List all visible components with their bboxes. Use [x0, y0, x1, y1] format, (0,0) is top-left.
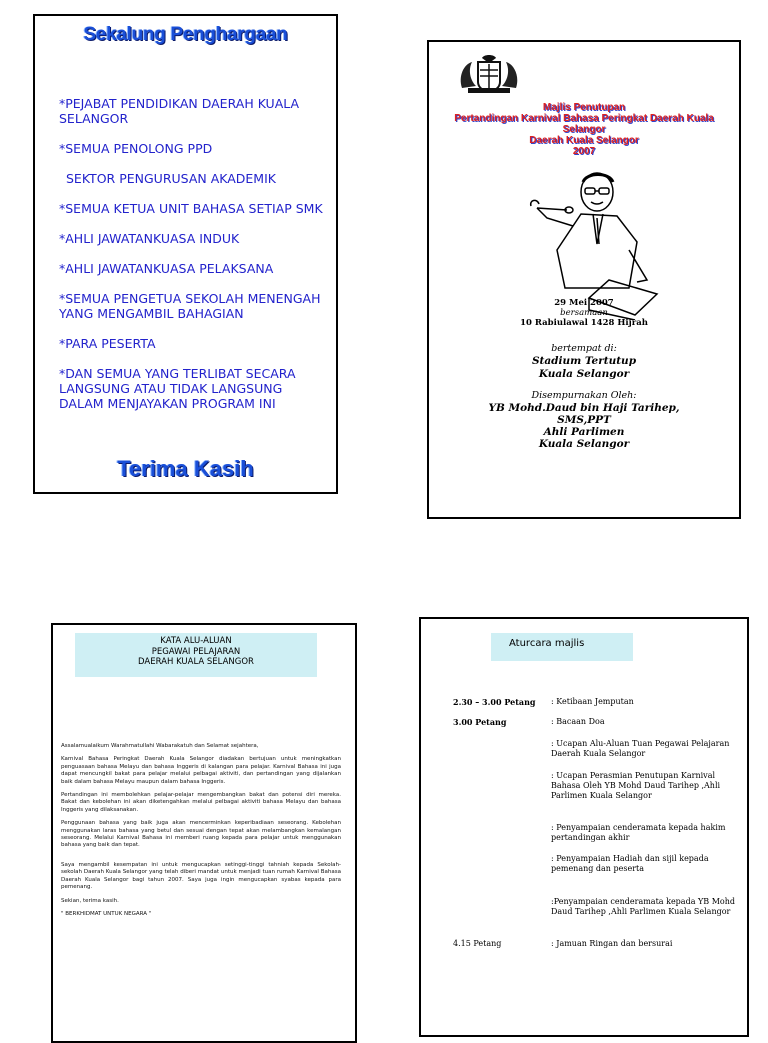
welcome-speech-header: KATA ALU-ALUAN PEGAWAI PELAJARAN DAERAH KUALA SELANGOR	[75, 633, 317, 677]
acknowledgement-title: Sekalung Penghargaan	[83, 24, 288, 45]
list-item: *SEMUA KETUA UNIT BAHASA SETIAP SMK	[59, 201, 323, 216]
malaysia-crest-icon	[454, 54, 524, 94]
list-item: *SEMUA PENGETUA SEKOLAH MENENGAH YANG MENGAMBIL BAHAGIAN	[59, 291, 321, 321]
programme-panel: Aturcara majlis 2.30 – 3.00 Petang : Ketibaan Jemputan 3.00 Petang : Bacaan Doa : Ucapan Alu-Aluan Tuan Pegawai Pelajaran Daerah Kuala Selangor : Ucapan Perasmian Penutupan Karnival Bahasa Oleh YB Mohd Daud Tarihep ,Ahli Parlimen Kuala Selangor : Penyampaian cenderamata kepada hakim pertandingan akhir : Penyampaian Hadiah dan sijil kepada pemenang dan peserta :Penyampaian cenderamata kepada YB Mohd Daud Tarihep ,Ahli Parlimen Kuala Selangor 4.15 Petang : Jamuan Ringan dan bersurai	[419, 617, 749, 1037]
cover-panel	[427, 40, 741, 519]
event-title: Majlis Penutupan Pertandingan Karnival Bahasa Peringkat Daerah Kuala Selangor Daerah Kuala Selangor 2007	[454, 102, 714, 157]
welcome-speech-body	[61, 743, 341, 924]
welcome-speech-panel	[51, 623, 357, 1043]
list-item: *PEJABAT PENDIDIKAN DAERAH KUALA SELANGOR	[59, 96, 300, 126]
list-item: *SEMUA PENOLONG PPD	[59, 141, 213, 156]
signoff: " BERKHIDMAT UNTUK NEGARA "	[61, 910, 152, 917]
acknowledgement-list	[59, 96, 329, 426]
thank-you-text: Terima Kasih	[117, 456, 254, 481]
list-item: *DAN SEMUA YANG TERLIBAT SECARA LANGSUNG ATAU TIDAK LANGSUNG DALAM MENJAYAKAN PROGRAM INI	[59, 366, 296, 411]
acknowledgement-panel	[33, 14, 338, 494]
paragraph: Karnival Bahasa Peringkat Daerah Kuala Selangor diadakan bertujuan untuk meningkatkan penguasaan bahasa Melayu dan bahasa Inggeris di kalangan para pelajar. Karnival Bahasa ini juga dapat mencungkil bakat para pelajar melalui pelbagai aktiviti, dan pertandingan yang dijalankan baik dalam bahasa Melayu maupun dalam bahasa Inggeris.	[61, 756, 341, 785]
paragraph: Assalamualaikum Warahmatullahi Wabarakatuh dan Selamat sejahtera,	[61, 743, 259, 749]
paragraph: Penggunaan bahasa yang baik juga akan mencerminkan keperibadiaan seseorang. Kebolehan menggunakan laras bahasa yang betul dan sesuai dengan tepat akan melambangkan kemalangan seseorang. Melalui Karnival Bahasa ini memberi ruang kepada para pelajar untuk menggunakan bahasa yang baik dan tepat.	[61, 820, 341, 849]
list-item: *AHLI JAWATANKUASA PELAKSANA	[59, 261, 274, 276]
event-officiator: Disempurnakan Oleh: YB Mohd.Daud bin Haji Tarihep, SMS,PPT Ahli Parlimen Kuala Selangor	[488, 390, 680, 450]
programme-header: Aturcara majlis	[491, 633, 633, 661]
event-date: 29 Mei 2007 bersamaan 10 Rabiulawal 1428 Hijrah	[520, 298, 648, 328]
list-item: *PARA PESERTA	[59, 336, 156, 351]
paragraph: Pertandingan ini membolehkan pelajar-pelajar mengembangkan bakat dan potensi diri mereka. Bakat dan kebolehan ini akan diketengahkan melalui pelbagai aktiviti bahasa Melayu dan bahasa Inggeris yang dilaksanakan.	[61, 792, 341, 813]
list-item: SEKTOR PENGURUSAN AKADEMIK	[66, 171, 276, 186]
paragraph: Saya mengambil kesempatan ini untuk mengucapkan setinggi-tinggi tahniah kepada Sekolah-sekolah Daerah Kuala Selangor yang telah diberi mandat untuk menjadi tuan rumah Karnival Bahasa Daerah Kuala Selangor bagi tahun 2007. Saya juga ingin mengucapkan syabas kepada para pemenang.	[61, 861, 341, 891]
event-venue: bertempat di: Stadium Tertutup Kuala Selangor	[531, 343, 637, 380]
list-item: *AHLI JAWATANKUASA INDUK	[59, 231, 240, 246]
paragraph: Sekian, terima kasih.	[61, 897, 119, 904]
